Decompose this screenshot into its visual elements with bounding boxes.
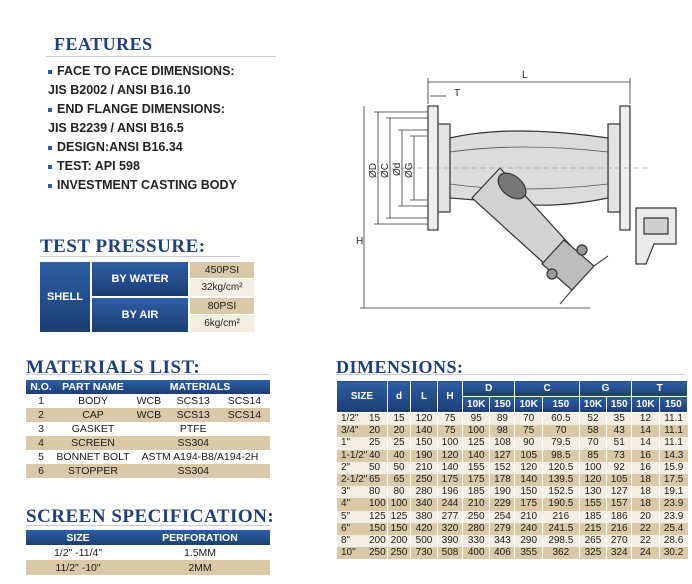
table-cell: 100 bbox=[463, 425, 490, 437]
column-header: SIZE bbox=[337, 381, 388, 413]
table-cell: 92 bbox=[607, 462, 632, 474]
column-subheader: 10K bbox=[515, 397, 542, 413]
bolt bbox=[547, 269, 557, 279]
table-cell: 60.5 bbox=[542, 413, 579, 426]
table-cell: 270 bbox=[607, 535, 632, 547]
size-inch: 3" bbox=[341, 486, 351, 498]
feature-text: END FLANGE DIMENSIONS: bbox=[57, 102, 226, 116]
table-row bbox=[26, 394, 270, 408]
table-cell: 150 bbox=[388, 523, 411, 535]
table-cell bbox=[130, 422, 168, 436]
table-cell: 250 bbox=[463, 511, 490, 523]
size-inch: 6" bbox=[341, 522, 351, 534]
table-cell: 18 bbox=[632, 486, 659, 498]
table-cell: 14 bbox=[632, 437, 659, 449]
table-cell: 190.5 bbox=[542, 498, 579, 510]
table-cell: 130 bbox=[579, 486, 606, 498]
table-cell: 14.3 bbox=[659, 450, 687, 462]
size-mm: 25 bbox=[369, 437, 381, 449]
size-mm: 65 bbox=[369, 474, 381, 486]
table-cell: 22 bbox=[632, 523, 659, 535]
table-row bbox=[26, 560, 270, 575]
table-cell: 500 bbox=[411, 535, 438, 547]
table-cell: 100 bbox=[388, 498, 411, 510]
table-cell: 40 bbox=[388, 450, 411, 462]
table-cell: 210 bbox=[411, 462, 438, 474]
table-cell: 362 bbox=[542, 547, 579, 559]
table-cell: 216 bbox=[607, 523, 632, 535]
label-L: L bbox=[522, 70, 528, 81]
column-subheader: 10K bbox=[463, 397, 490, 413]
feature-text: JIS B2239 / ANSI B16.5 bbox=[48, 121, 184, 135]
table-cell: 11/2" -10" bbox=[26, 560, 130, 575]
table-cell: 508 bbox=[438, 547, 463, 559]
table-cell: 75 bbox=[438, 425, 463, 437]
label-G: ØG bbox=[404, 162, 415, 178]
size-mm: 50 bbox=[369, 461, 381, 473]
table-row bbox=[26, 422, 270, 436]
table-cell: 30.2 bbox=[659, 547, 687, 559]
table-cell: 25 bbox=[388, 437, 411, 449]
table-cell: 390 bbox=[438, 535, 463, 547]
table-cell: 325 bbox=[579, 547, 606, 559]
size-cell bbox=[337, 437, 388, 449]
table-row bbox=[26, 464, 270, 478]
table-cell: 155 bbox=[463, 462, 490, 474]
table-cell: 16 bbox=[632, 462, 659, 474]
table-row bbox=[26, 545, 270, 560]
table-cell: 186 bbox=[607, 511, 632, 523]
table-cell: 23.9 bbox=[659, 511, 687, 523]
table-cell: SS304 bbox=[168, 464, 219, 478]
table-cell: 18 bbox=[632, 498, 659, 510]
table-cell: 210 bbox=[515, 511, 542, 523]
table-cell: SCREEN bbox=[56, 436, 130, 450]
water-kg-value: 32kg/cm² bbox=[190, 279, 254, 296]
table-cell: 324 bbox=[607, 547, 632, 559]
table-cell bbox=[219, 422, 270, 436]
size-mm: 40 bbox=[369, 449, 381, 461]
size-inch: 1-1/2" bbox=[341, 449, 368, 461]
table-cell: 89 bbox=[490, 413, 515, 426]
table-cell: 196 bbox=[438, 486, 463, 498]
bullet-icon bbox=[48, 165, 52, 169]
bullet-icon bbox=[48, 146, 52, 150]
table-cell: 340 bbox=[411, 498, 438, 510]
table-cell: 75 bbox=[438, 413, 463, 426]
column-subheader: 10K bbox=[579, 397, 606, 413]
table-cell: 152.5 bbox=[542, 486, 579, 498]
size-cell bbox=[337, 425, 388, 437]
size-mm: 80 bbox=[369, 486, 381, 498]
table-cell: 250 bbox=[411, 474, 438, 486]
table-cell: 280 bbox=[463, 523, 490, 535]
table-cell: 298.5 bbox=[542, 535, 579, 547]
table-cell: 98.5 bbox=[542, 450, 579, 462]
table-cell: 1/2" -11/4" bbox=[53, 546, 103, 559]
materials-table bbox=[26, 380, 270, 478]
table-row bbox=[26, 450, 270, 464]
table-row bbox=[337, 523, 688, 535]
column-header: N.O. bbox=[26, 380, 56, 394]
table-cell bbox=[219, 464, 270, 478]
table-row bbox=[26, 408, 270, 422]
table-cell: 2 bbox=[26, 408, 56, 422]
bullet-icon bbox=[48, 70, 52, 74]
table-cell: ASTM A194-B8/A194-2H bbox=[130, 450, 270, 464]
table-cell: 17.5 bbox=[659, 474, 687, 486]
table-cell: 18 bbox=[632, 474, 659, 486]
table-cell: 85 bbox=[579, 450, 606, 462]
size-cell bbox=[337, 450, 388, 462]
table-cell: 22 bbox=[632, 535, 659, 547]
table-cell: 2MM bbox=[130, 560, 270, 575]
table-cell: 254 bbox=[490, 511, 515, 523]
table-cell: 125 bbox=[463, 437, 490, 449]
column-header: D bbox=[463, 381, 515, 397]
table-cell: 241.5 bbox=[542, 523, 579, 535]
air-kg-value: 6kg/cm² bbox=[190, 315, 254, 332]
table-cell: GASKET bbox=[56, 422, 130, 436]
column-header: L bbox=[411, 381, 438, 413]
table-cell: 58 bbox=[579, 425, 606, 437]
table-cell: CAP bbox=[56, 408, 130, 422]
table-cell: 140 bbox=[463, 450, 490, 462]
feature-text: FACE TO FACE DIMENSIONS: bbox=[57, 64, 235, 78]
size-mm: 100 bbox=[369, 498, 386, 510]
table-cell: 5 bbox=[26, 450, 56, 464]
bullet-icon bbox=[48, 184, 52, 188]
dimensions-heading: DIMENSIONS: bbox=[336, 357, 464, 377]
table-cell: 210 bbox=[463, 498, 490, 510]
table-cell: 95 bbox=[463, 413, 490, 426]
table-cell: 127 bbox=[490, 450, 515, 462]
water-psi-value: 450PSI bbox=[190, 262, 254, 278]
table-cell: SCS14 bbox=[219, 394, 270, 408]
feature-item bbox=[48, 176, 308, 195]
table-cell: 406 bbox=[490, 547, 515, 559]
table-cell: 3 bbox=[26, 422, 56, 436]
label-T: T bbox=[454, 88, 461, 99]
size-cell bbox=[337, 535, 388, 547]
table-cell: 215 bbox=[579, 523, 606, 535]
table-cell: 730 bbox=[411, 547, 438, 559]
label-C: ØC bbox=[380, 163, 391, 178]
table-cell: 200 bbox=[388, 535, 411, 547]
column-header: MATERIALS bbox=[130, 380, 270, 394]
column-header: C bbox=[515, 381, 579, 397]
screen-spec-table bbox=[26, 530, 270, 575]
table-cell: SS304 bbox=[168, 436, 219, 450]
table-cell: 23.9 bbox=[659, 498, 687, 510]
table-cell: 6 bbox=[26, 464, 56, 478]
table-cell: 140 bbox=[411, 425, 438, 437]
size-inch: 1/2" bbox=[341, 413, 359, 425]
size-inch: 5" bbox=[341, 510, 351, 522]
table-cell: 185 bbox=[463, 486, 490, 498]
features-list bbox=[48, 62, 308, 195]
table-cell bbox=[130, 436, 168, 450]
table-cell: 244 bbox=[438, 498, 463, 510]
size-cell bbox=[337, 462, 388, 474]
size-mm: 20 bbox=[369, 425, 381, 437]
table-cell: SCS14 bbox=[219, 408, 270, 422]
feature-text: JIS B2002 / ANSI B16.10 bbox=[48, 83, 191, 97]
table-cell: 52 bbox=[579, 413, 606, 426]
feature-item bbox=[48, 62, 308, 81]
table-cell: 43 bbox=[607, 425, 632, 437]
divider bbox=[46, 56, 276, 57]
table-cell: 120.5 bbox=[542, 462, 579, 474]
size-inch: 8" bbox=[341, 534, 351, 546]
column-subheader: 150 bbox=[659, 397, 687, 413]
table-row bbox=[337, 511, 688, 523]
feature-text: DESIGN:ANSI B16.34 bbox=[57, 140, 183, 154]
label-H: H bbox=[356, 236, 364, 247]
size-mm: 200 bbox=[369, 534, 386, 546]
table-cell: BODY bbox=[56, 394, 130, 408]
table-cell: 178 bbox=[490, 474, 515, 486]
table-cell: BONNET BOLT bbox=[56, 451, 130, 463]
table-cell: 35 bbox=[607, 413, 632, 426]
table-cell: 157 bbox=[607, 498, 632, 510]
table-cell: 11.1 bbox=[659, 425, 687, 437]
feature-item bbox=[48, 157, 308, 176]
table-cell: 216 bbox=[542, 511, 579, 523]
column-subheader: 150 bbox=[542, 397, 579, 413]
table-cell: 75 bbox=[515, 425, 542, 437]
features-heading: FEATURES bbox=[54, 34, 153, 54]
column-header: PART NAME bbox=[56, 380, 130, 394]
table-cell: 15.9 bbox=[659, 462, 687, 474]
table-cell: 190 bbox=[411, 450, 438, 462]
table-cell: 320 bbox=[438, 523, 463, 535]
column-subheader: 150 bbox=[607, 397, 632, 413]
materials-heading: MATERIALS LIST: bbox=[26, 357, 201, 378]
table-cell: WCB bbox=[130, 408, 168, 422]
table-cell: 25.4 bbox=[659, 523, 687, 535]
table-cell: STOPPER bbox=[56, 464, 130, 478]
table-cell bbox=[219, 436, 270, 450]
table-cell: 229 bbox=[490, 498, 515, 510]
size-cell bbox=[337, 498, 388, 510]
size-inch: 1" bbox=[341, 437, 351, 449]
by-air-label: BY AIR bbox=[92, 298, 188, 332]
table-cell: 1.5MM bbox=[183, 546, 217, 559]
table-row bbox=[337, 474, 688, 486]
table-row bbox=[26, 436, 270, 450]
table-cell: 120 bbox=[579, 474, 606, 486]
table-cell: 330 bbox=[463, 535, 490, 547]
table-cell: 11.1 bbox=[659, 437, 687, 449]
table-cell: 1 bbox=[26, 394, 56, 408]
dimensions-table bbox=[336, 380, 688, 559]
size-inch: 10" bbox=[341, 547, 356, 559]
feature-item bbox=[48, 119, 308, 138]
table-cell: 125 bbox=[388, 511, 411, 523]
bullet-icon bbox=[48, 108, 52, 112]
table-cell: 240 bbox=[515, 523, 542, 535]
table-cell: 105 bbox=[607, 474, 632, 486]
table-row bbox=[337, 462, 688, 474]
table-cell: 150 bbox=[515, 486, 542, 498]
table-cell: 355 bbox=[515, 547, 542, 559]
column-header: d bbox=[388, 381, 411, 413]
label-d: Ød bbox=[392, 162, 403, 176]
column-subheader: 150 bbox=[490, 397, 515, 413]
table-row bbox=[337, 547, 688, 559]
table-cell: 380 bbox=[411, 511, 438, 523]
screen-spec-heading: SCREEN SPECIFICATION: bbox=[26, 506, 275, 527]
table-cell: 343 bbox=[490, 535, 515, 547]
column-header: PERFORATION bbox=[130, 530, 270, 545]
table-cell: 24 bbox=[632, 547, 659, 559]
size-cell bbox=[337, 547, 388, 559]
table-cell: 19.1 bbox=[659, 486, 687, 498]
test-pressure-heading: TEST PRESSURE: bbox=[40, 236, 206, 257]
table-cell: 152 bbox=[490, 462, 515, 474]
table-cell: 20 bbox=[632, 511, 659, 523]
size-inch: 2" bbox=[341, 461, 351, 473]
table-cell: 80 bbox=[388, 486, 411, 498]
table-cell: 420 bbox=[411, 523, 438, 535]
table-cell: 290 bbox=[515, 535, 542, 547]
table-cell: 20 bbox=[388, 425, 411, 437]
table-cell: 108 bbox=[490, 437, 515, 449]
feature-text: INVESTMENT CASTING BODY bbox=[57, 178, 237, 192]
size-inch: 3/4" bbox=[341, 425, 359, 437]
table-cell: 98 bbox=[490, 425, 515, 437]
table-cell: 14 bbox=[632, 425, 659, 437]
table-cell: 175 bbox=[463, 474, 490, 486]
feature-item bbox=[48, 81, 308, 100]
feature-item bbox=[48, 138, 308, 157]
table-cell: 120 bbox=[411, 413, 438, 426]
feature-item bbox=[48, 100, 308, 119]
table-cell: 120 bbox=[515, 462, 542, 474]
label-D: ØD bbox=[368, 163, 379, 178]
table-cell: 28.6 bbox=[659, 535, 687, 547]
table-row bbox=[337, 450, 688, 462]
table-cell: 79.5 bbox=[542, 437, 579, 449]
table-row bbox=[337, 498, 688, 510]
table-cell: 70 bbox=[515, 413, 542, 426]
table-cell: 50 bbox=[388, 462, 411, 474]
size-mm: 125 bbox=[369, 510, 386, 522]
table-cell bbox=[130, 464, 168, 478]
table-cell: 175 bbox=[515, 498, 542, 510]
size-inch: 4" bbox=[341, 498, 351, 510]
table-cell: 190 bbox=[490, 486, 515, 498]
table-cell: 51 bbox=[607, 437, 632, 449]
column-header: G bbox=[579, 381, 631, 397]
table-cell: 90 bbox=[515, 437, 542, 449]
table-cell: 70 bbox=[542, 425, 579, 437]
column-header: SIZE bbox=[26, 530, 130, 545]
table-row bbox=[337, 425, 688, 437]
table-cell: 140 bbox=[438, 462, 463, 474]
table-cell: 4 bbox=[26, 436, 56, 450]
size-inch: 2-1/2" bbox=[341, 474, 368, 486]
end-view bbox=[636, 208, 676, 264]
table-cell: 280 bbox=[411, 486, 438, 498]
column-header: H bbox=[438, 381, 463, 413]
table-cell: 100 bbox=[438, 437, 463, 449]
table-cell: 140 bbox=[515, 474, 542, 486]
size-mm: 15 bbox=[369, 413, 381, 425]
table-cell: PTFE bbox=[168, 422, 219, 436]
table-cell: 100 bbox=[579, 462, 606, 474]
table-cell: 175 bbox=[438, 474, 463, 486]
table-cell: 16 bbox=[632, 450, 659, 462]
size-cell bbox=[337, 523, 388, 535]
size-mm: 250 bbox=[369, 547, 386, 559]
table-row bbox=[337, 437, 688, 449]
air-psi-value: 80PSI bbox=[190, 298, 254, 314]
table-cell: 279 bbox=[490, 523, 515, 535]
column-header: T bbox=[632, 381, 688, 397]
test-pressure-table bbox=[40, 262, 254, 332]
table-row bbox=[337, 535, 688, 547]
by-water-label: BY WATER bbox=[92, 262, 188, 296]
shell-label: SHELL bbox=[40, 262, 90, 332]
table-cell: 265 bbox=[579, 535, 606, 547]
column-subheader: 10K bbox=[632, 397, 659, 413]
size-cell bbox=[337, 486, 388, 498]
table-cell: 400 bbox=[463, 547, 490, 559]
table-cell: 127 bbox=[607, 486, 632, 498]
table-cell: 155 bbox=[579, 498, 606, 510]
table-cell: 185 bbox=[579, 511, 606, 523]
table-cell: 12 bbox=[632, 413, 659, 426]
table-cell: 65 bbox=[388, 474, 411, 486]
table-cell: 250 bbox=[388, 547, 411, 559]
y-strainer-drawing bbox=[350, 68, 690, 320]
bolt bbox=[577, 245, 587, 255]
table-cell: 150 bbox=[411, 437, 438, 449]
table-cell: SCS13 bbox=[168, 408, 219, 422]
table-cell: SCS13 bbox=[168, 394, 219, 408]
table-cell: 139.5 bbox=[542, 474, 579, 486]
table-row bbox=[337, 486, 688, 498]
table-cell: 120 bbox=[438, 450, 463, 462]
table-row bbox=[337, 413, 688, 426]
size-cell bbox=[337, 474, 388, 486]
table-cell: 70 bbox=[579, 437, 606, 449]
table-cell: 277 bbox=[438, 511, 463, 523]
table-cell: 105 bbox=[515, 450, 542, 462]
feature-text: TEST: API 598 bbox=[57, 159, 140, 173]
size-mm: 150 bbox=[369, 522, 386, 534]
table-cell: WCB bbox=[130, 394, 168, 408]
table-cell: 11.1 bbox=[659, 413, 687, 426]
size-cell bbox=[337, 413, 388, 426]
size-cell bbox=[337, 511, 388, 523]
table-cell: 73 bbox=[607, 450, 632, 462]
table-cell: 15 bbox=[388, 413, 411, 426]
